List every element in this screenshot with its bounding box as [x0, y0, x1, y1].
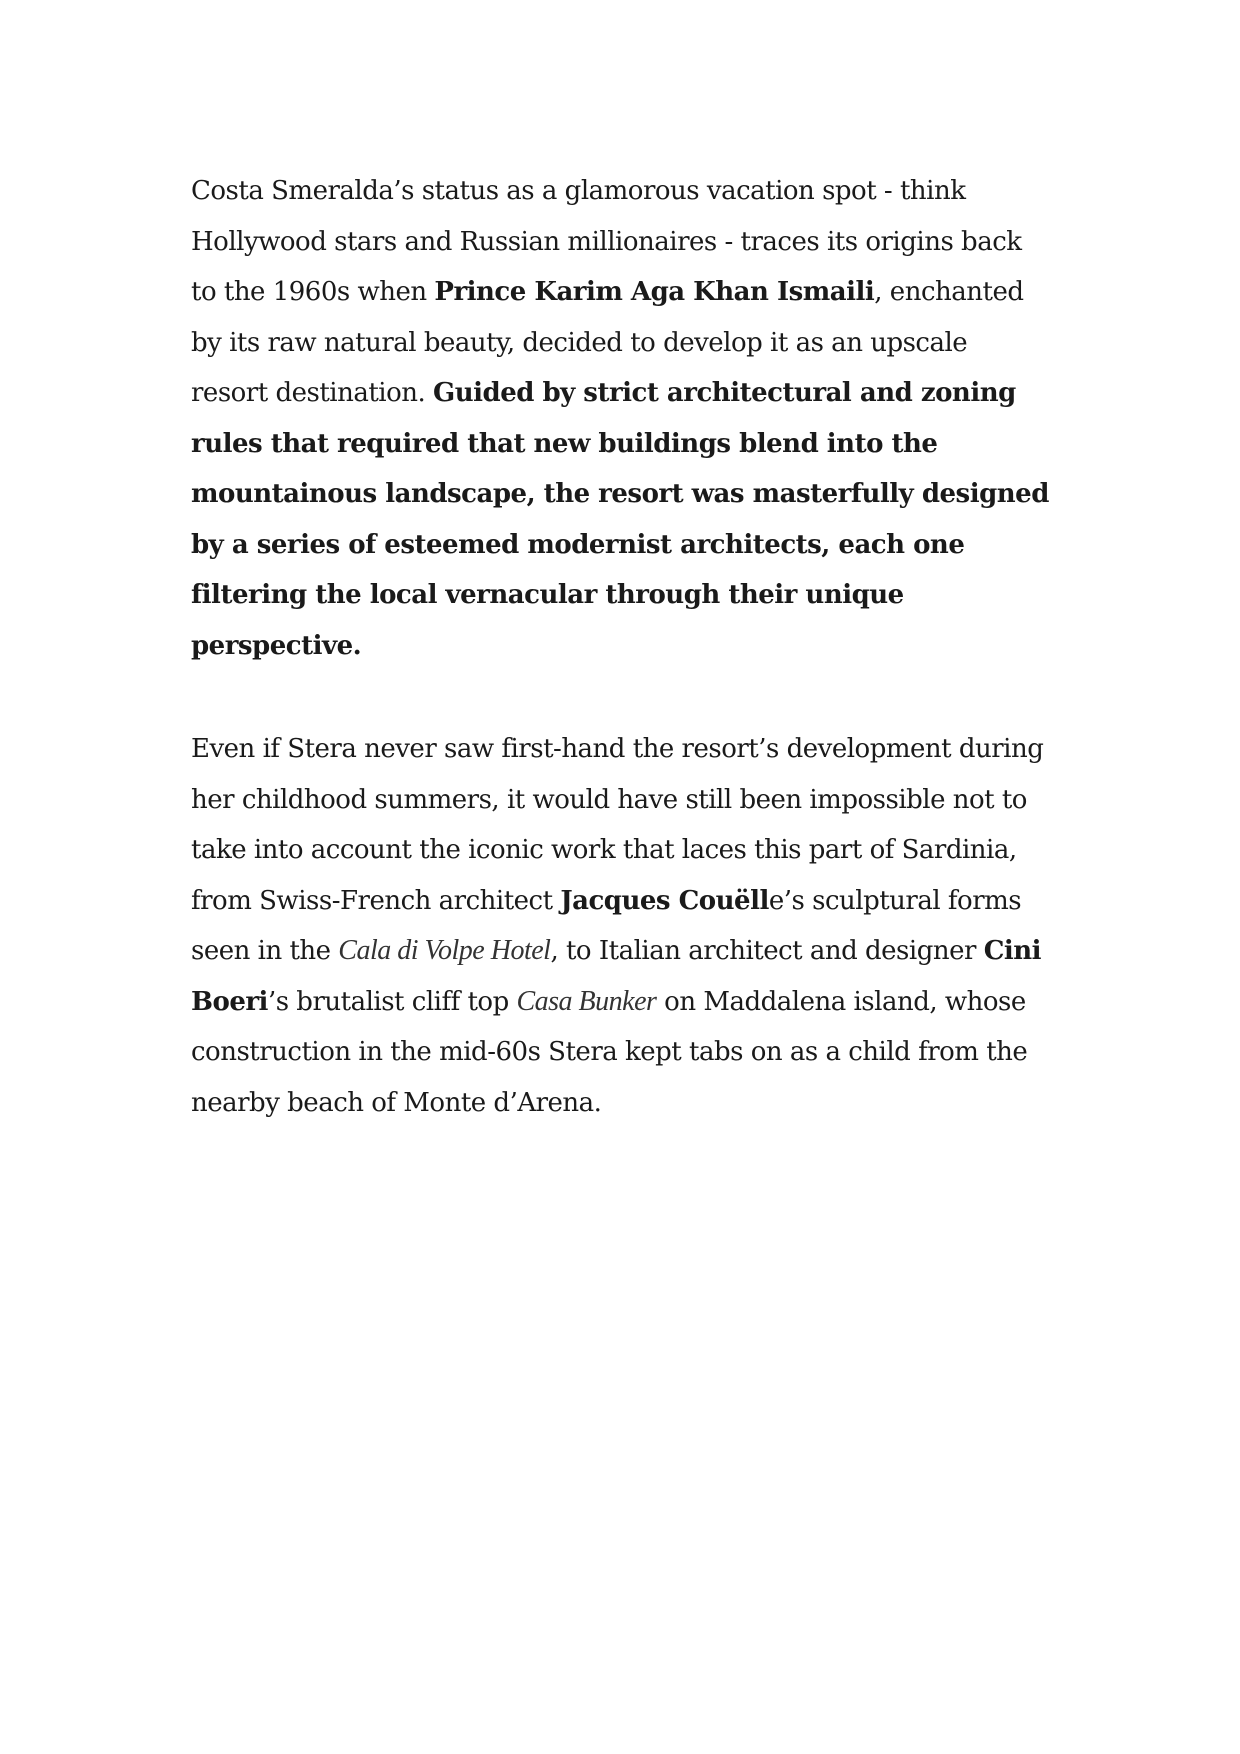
- name-cini-boeri: Cini Boeri: [191, 936, 1042, 1017]
- text-run: e’s sculptural forms seen in the: [191, 885, 1022, 966]
- text-run: Even if Stera never saw first-hand the resort’s development during her childhood summers, it would have still been impossible not to take into account the iconic work that laces this part of Sardinia, from Swiss-French architect: [191, 734, 1044, 916]
- emphasis-architectural-rules: Guided by strict architectural and zoning rules that required that new buildings blend into the mountainous landscape, the resort was masterfully designed by a series of esteemed modernist architects, each one filtering the local vernacular through their unique perspective.: [191, 378, 1049, 661]
- text-run: Costa Smeralda’s status as a glamorous vacation spot - think Hollywood stars and Russian millionaires - traces its origins back to the 1960s when: [191, 176, 1022, 307]
- title-cala-di-volpe-hotel: Cala di Volpe Hotel: [338, 935, 551, 966]
- paragraph-stera-childhood: [191, 724, 1051, 1128]
- text-run: on Maddalena island, whose construction in the mid-60s Stera kept tabs on as a child from the nearby beach of Monte d’Arena.: [191, 986, 1028, 1118]
- title-casa-bunker: Casa Bunker: [516, 985, 657, 1017]
- paragraph-costa-smeralda: [191, 166, 1051, 671]
- name-jacques-couelle: Jacques Couëll: [560, 885, 769, 916]
- text-run: ’s brutalist cliff top: [267, 986, 517, 1017]
- article-body: [191, 166, 1051, 1128]
- text-run: , enchanted by its raw natural beauty, decided to develop it as an upscale resort destination.: [191, 277, 1024, 408]
- text-run: , to Italian architect and designer: [550, 936, 984, 966]
- name-prince-karim: Prince Karim Aga Khan Ismaili: [434, 277, 875, 307]
